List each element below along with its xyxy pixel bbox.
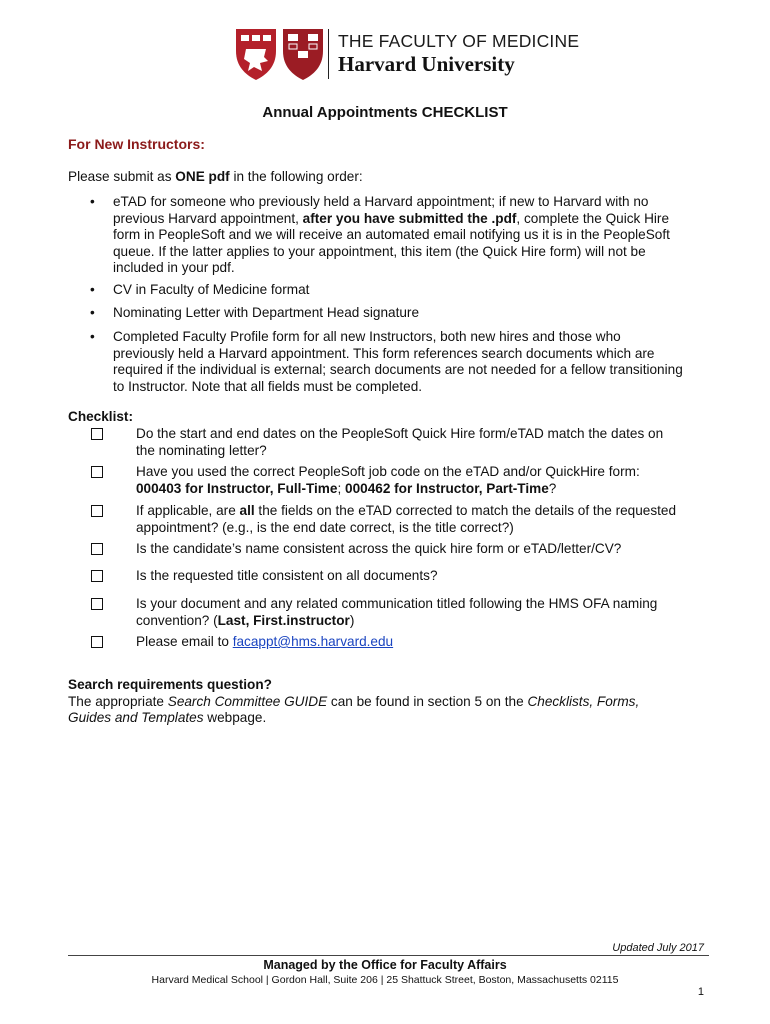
checkbox-fields[interactable]: [91, 505, 103, 517]
checkbox-name-consistent[interactable]: [91, 543, 103, 555]
bullet-line: included in your pdf.: [113, 260, 235, 275]
check-line: Is your document and any related communication titled following the HMS OFA naming: [136, 596, 658, 611]
text: ): [349, 612, 355, 628]
check-item-fields: [136, 503, 706, 536]
university-name: Harvard University: [338, 52, 515, 76]
intro-text-end: in the following order:: [229, 169, 363, 184]
page-number: 1: [697, 986, 704, 998]
check-line: the nominating letter?: [136, 442, 267, 458]
check-item-dates: [136, 426, 706, 459]
footer-address: Harvard Medical School | Gordon Hall, Suite 206 | 25 Shattuck Street, Boston, Massachusetts 02115: [151, 974, 619, 986]
text: webpage.: [203, 710, 267, 725]
check-item-title-consistent: Is the requested title consistent on all documents?: [136, 568, 438, 583]
bullet-line: previously held a Harvard appointment. This form references search documents which are: [113, 345, 655, 361]
text: ?: [548, 480, 557, 496]
text: convention? (: [136, 612, 218, 628]
check-line: Do the start and end dates on the PeopleSoft Quick Hire form/eTAD match the dates on: [136, 426, 664, 441]
bullet-symbol: •: [90, 282, 95, 297]
search-section: [68, 677, 708, 727]
new-instructors-heading: For New Instructors:: [68, 136, 205, 152]
text: the fields on the eTAD corrected to match the details of the requested: [254, 503, 677, 518]
bullet-line: form in PeopleSoft and we will receive an automated email notifying us it is in the PeopleSoft: [113, 227, 670, 242]
bullet-etad: [113, 194, 713, 277]
bold-text: 000462 for Instructor, Part-Time: [345, 480, 549, 496]
search-heading: Search requirements question?: [68, 677, 272, 692]
checkbox-email[interactable]: [91, 636, 103, 648]
bold-text: Last, First.instructor: [217, 612, 350, 628]
bullet-cv: CV in Faculty of Medicine format: [113, 282, 310, 297]
bold-text: 000403 for Instructor, Full-Time: [136, 480, 338, 496]
bullet-line: eTAD for someone who previously held a Harvard appointment; if new to Harvard with no: [113, 194, 649, 209]
harvard-shield-icon: [281, 27, 325, 81]
checklist-heading: Checklist:: [68, 409, 133, 424]
italic-text: Guides and Templates: [68, 710, 204, 725]
page-title: Annual Appointments CHECKLIST: [262, 104, 508, 121]
email-link[interactable]: facappt@hms.harvard.edu: [232, 634, 394, 649]
check-line: [136, 481, 706, 498]
bullet-faculty-profile: [113, 329, 713, 395]
bullet-line: required if the individual is external; search documents are not needed for a fellow transitioning: [113, 362, 683, 377]
search-line: [68, 710, 708, 727]
bullet-line: to Instructor. Note that all fields must be completed.: [113, 378, 423, 394]
search-line: [68, 694, 708, 711]
text: ;: [337, 480, 346, 496]
bold-text: after you have submitted the .pdf: [302, 210, 517, 226]
bullet-nominating-letter: Nominating Letter with Department Head signature: [113, 305, 420, 320]
checkbox-job-code[interactable]: [91, 466, 103, 478]
checkbox-naming[interactable]: [91, 598, 103, 610]
check-line: [136, 503, 706, 520]
checkbox-dates[interactable]: [91, 428, 103, 440]
bullet-symbol: •: [90, 305, 95, 320]
bullet-line: queue. If the latter applies to your appointment, this item (the Quick Hire form) will not be: [113, 243, 646, 259]
text: previous Harvard appointment,: [113, 210, 303, 226]
logo-divider: [328, 29, 329, 79]
checkbox-title-consistent[interactable]: [91, 570, 103, 582]
submit-intro: [68, 169, 363, 186]
intro-text: Please submit as: [68, 169, 176, 184]
check-line: Have you used the correct PeopleSoft job code on the eTAD and/or QuickHire form:: [136, 464, 640, 479]
faculty-name: THE FACULTY OF MEDICINE: [338, 31, 580, 51]
check-line: [136, 613, 706, 630]
italic-text: Search Committee GUIDE: [167, 693, 328, 709]
check-item-naming: [136, 596, 706, 629]
text: The appropriate: [68, 693, 168, 709]
check-item-name-consistent: Is the candidate’s name consistent across the quick hire form or eTAD/letter/CV?: [136, 541, 622, 556]
hms-shield-icon: [234, 27, 278, 81]
footer-managed: Managed by the Office for Faculty Affairs: [263, 958, 507, 972]
text: can be found in section 5 on the: [327, 693, 528, 709]
footer-divider: [68, 955, 709, 956]
bullet-symbol: •: [90, 194, 95, 209]
italic-text: Checklists, Forms,: [527, 693, 640, 709]
intro-bold: ONE pdf: [175, 169, 230, 184]
bullet-line: [113, 211, 713, 228]
check-item-job-code: [136, 464, 706, 497]
check-item-email: [136, 634, 706, 651]
updated-date: Updated July 2017: [612, 942, 704, 954]
harvard-medicine-logo: [232, 27, 580, 85]
bullet-symbol: •: [90, 329, 95, 344]
text: , complete the Quick Hire: [516, 210, 670, 226]
bullet-line: Completed Faculty Profile form for all new Instructors, both new hires and those who: [113, 329, 621, 344]
bold-text: all: [239, 503, 255, 518]
text: If applicable, are: [136, 503, 240, 518]
check-line: appointment? (e.g., is the end date correct, is the title correct?): [136, 519, 514, 535]
text: Please email to: [136, 634, 233, 649]
